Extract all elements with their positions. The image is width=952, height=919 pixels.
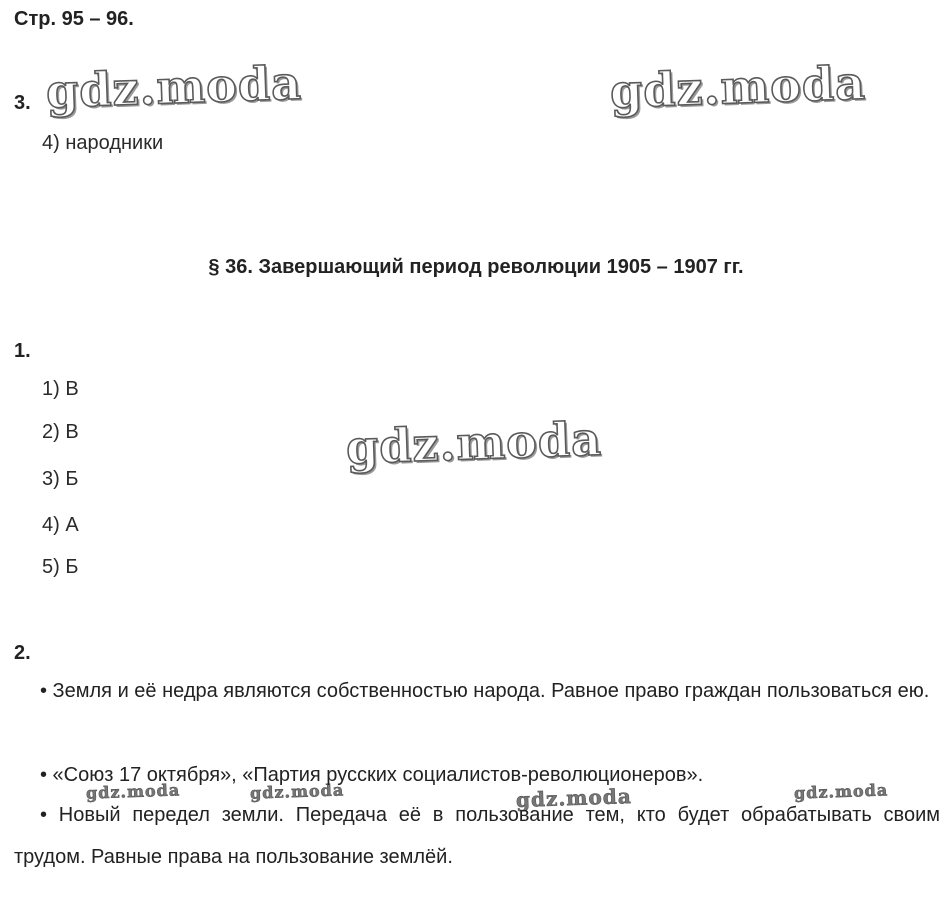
answer-item: 3) Б xyxy=(42,468,79,490)
answer-item: 5) Б xyxy=(42,556,79,578)
watermark-logo: gdz.moda xyxy=(85,780,181,803)
watermark-logo: gdz.moda xyxy=(609,55,867,119)
task-number: 2. xyxy=(14,642,31,664)
bullet-paragraph: • «Союз 17 октября», «Партия русских социалистов-революционеров». xyxy=(40,764,704,786)
bullet-paragraph: • Земля и её недра являются собственностью народа. Равное право граждан пользоваться ею. xyxy=(40,680,930,702)
answer-item: 4) народники xyxy=(42,132,164,154)
watermark-logo: gdz.moda xyxy=(45,55,303,119)
answer-item: 2) В xyxy=(42,421,79,443)
answer-item: 1) В xyxy=(42,378,79,400)
task-number: 3. xyxy=(14,92,31,114)
watermark-logo: gdz.moda xyxy=(793,780,889,803)
task-number: 1. xyxy=(14,340,31,362)
watermark-logo: gdz.moda xyxy=(515,783,633,813)
section-title: § 36. Завершающий период революции 1905 – 1907 гг. xyxy=(208,256,744,278)
answer-item: 4) А xyxy=(42,514,79,536)
page-reference: Стр. 95 – 96. xyxy=(14,8,134,30)
watermark-logo: gdz.moda xyxy=(345,411,603,475)
bullet-paragraph: • Новый передел земли. Передача её в пользование тем, кто будет обрабатывать своим трудом. Равные права на пользование землёй. xyxy=(14,804,940,868)
watermark-logo: gdz.moda xyxy=(249,780,345,803)
